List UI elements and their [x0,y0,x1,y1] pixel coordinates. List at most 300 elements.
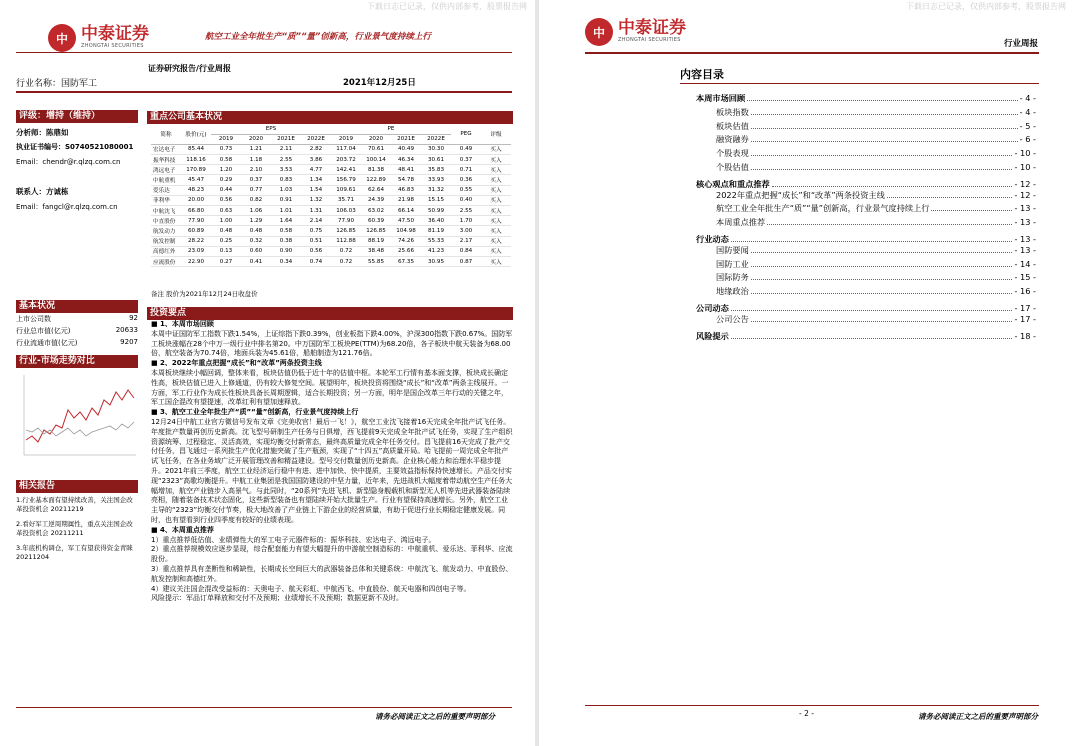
table-cell: 0.37 [451,155,481,165]
table-row [151,195,511,205]
table-cell: 买入 [481,144,511,154]
table-cell: 35.83 [421,165,451,175]
toc-entry[interactable] [696,216,1036,228]
toc-entry[interactable] [696,106,1036,118]
basic-status-row [16,326,138,336]
rating-header: 评级：增持（维持） [16,110,138,123]
table-cell: 菲利华 [151,195,181,205]
toc-entry[interactable] [696,189,1036,201]
trend-chart [16,370,140,470]
table-cell: 2.10 [241,165,271,175]
table-cell: 55.33 [421,236,451,246]
table-cell: 22.90 [181,256,211,266]
table-cell: 66.80 [181,206,211,216]
col-year: 2019 [211,134,241,144]
table-cell: 买入 [481,175,511,185]
table-cell: 中直股份 [151,216,181,226]
table-cell: 31.32 [421,185,451,195]
table-cell: 100.14 [361,155,391,165]
toc-page: - 17 - [1014,303,1036,313]
table-cell: 买入 [481,246,511,256]
toc-entry-title: 核心观点和重点推荐 [696,178,770,189]
table-cell: 62.64 [361,185,391,195]
related-report-item[interactable] [16,520,138,538]
toc-page: - 17 - [1014,313,1036,324]
col-pe: PE [331,124,451,134]
table-row [151,246,511,256]
toc-entry-title: 航空工业全年批生产“质”“量”创新高，行业景气度持续上行 [716,203,930,214]
col-year: 2020 [361,134,391,144]
toc-page: - 18 - [1014,330,1036,341]
col-peg: PEG [451,124,481,144]
table-cell: 鸿远电子 [151,165,181,175]
table-cell: 1.29 [241,216,271,226]
table-cell: 2.14 [301,216,331,226]
paragraph: 12月24日中航工业官方微信号发布文章《完美收官！最后一飞！》，航空工业沈飞接着16天完成全年批产试飞任务。年度批产数量再创历史新高。沈飞型号研制生产任务与日俱增，西飞提前9天完成全年批产试飞任务，实现了生产组织资源统筹、过程稳定、灵活高效，实现均衡交付新常态，最终高质量完成全年任务交付。昌飞提前16天完成了批产交付任务，昌飞通过一系列批生产优化措施突破了生产瓶颈，实现了“十四五”高质量开局。哈飞提前一周完成全年批产试飞任务，在各业务域广泛开展管理改善和精益建设。型号交付数量创历史新高。企业核心能力和治理水平稳步提升。2021年前三季度，航空工业经济运行稳中有进、进中加快、快中提质，主要效益指标保持快速增长。产品交付实现“2323”高歌均衡提升。中航工业集团是我国国防建设的中坚力量，近年来，先进战机大幅度着带动航空生产任务大幅增加，航空产业链步入高景气。与此同时，“20系列”先进飞机、新型隐身舰载机和新型无人机等先进武器装备陆续亮相，随着装备技术状态固化，这些新型装备也有望陆续开始大批量生产。行业有望保持高速增长。另外，航空工业主导的“2323”均衡交付节奏，极大地改善了产业链上下游企业的经营质量，有助于促进行业长期稳定健康发展。同时，也有望看到行业四季度有较好的业绩表现。 [151,417,513,524]
toc-entry[interactable] [696,147,1036,159]
table-cell: 77.90 [181,216,211,226]
table-cell: 0.38 [271,236,301,246]
paragraph: 风险提示：军品订单释放和交付不及预期；业绩增长不及预期；数据更新不及时。 [151,594,403,603]
table-cell: 24.39 [361,195,391,205]
toc-leader [751,271,1013,280]
table-cell: 30.30 [421,144,451,154]
table-cell: 应流股份 [151,256,181,266]
col-price: 股价(元) [181,124,211,144]
toc-entry[interactable] [696,161,1036,173]
table-cell: 0.63 [211,206,241,216]
table-cell: 48.23 [181,185,211,195]
toc-page: - 12 - [1014,189,1036,200]
table-cell: 1.70 [451,216,481,226]
toc-leader [751,147,1013,156]
table-cell: 0.25 [211,236,241,246]
table-cell: 0.90 [271,246,301,256]
table-cell: 15.15 [421,195,451,205]
table-row [151,226,511,236]
table-cell: 中航沈飞 [151,206,181,216]
table-cell: 81.38 [361,165,391,175]
table-cell: 63.02 [361,206,391,216]
toc-leader [751,133,1018,142]
section-heading: ■ 4、本周重点推荐 [151,525,214,534]
header-right: 行业周报 [1003,39,1038,49]
table-cell: 170.89 [181,165,211,175]
toc-page: - 13 - [1014,203,1036,214]
table-cell: 振华科技 [151,155,181,165]
toc-entry-title: 个股表现 [716,148,749,159]
footer-rule [585,705,1039,706]
table-cell: 109.61 [331,185,361,195]
related-title: 2.看好军工逆周期属性，重点关注国企改革投资机会 [16,520,133,537]
toc-entry-title: 板块指数 [716,106,749,117]
table-cell: 买入 [481,206,511,216]
analyst-cert: 执业证书编号：S0740521080001 [16,143,134,151]
table-cell: 0.48 [241,226,271,236]
table-cell: 0.37 [241,175,271,185]
table-cell: 126.85 [331,226,361,236]
toc-entry[interactable] [696,202,1036,214]
table-cell: 1.06 [241,206,271,216]
company-logo [585,18,686,46]
toc-leader [751,244,1013,253]
toc-leader [751,161,1013,170]
contact-email[interactable]: Email：fangcl@r.qlzq.com.cn [16,203,118,211]
toc-entry-title: 风险提示 [696,330,729,341]
table-cell: 宏达电子 [151,144,181,154]
table-cell: 0.91 [271,195,301,205]
table-cell: 118.16 [181,155,211,165]
table-cell: 0.56 [211,195,241,205]
paragraph: 4）建议关注国企混改受益标的：天奥电子、航天彩虹、中航西飞、中直股份、航天电器和四创电子等。 [151,584,471,593]
table-row [151,144,511,154]
table-cell: 0.40 [451,195,481,205]
table-cell: 0.77 [241,185,271,195]
table-row [151,216,511,226]
toc-entry[interactable] [696,285,1036,297]
contact-name: 联系人：方诚栋 [16,187,69,196]
toc-page: - 16 - [1014,286,1036,297]
header-rule [16,52,512,53]
report-date: 2021年12月25日 [343,78,416,88]
table-row [151,165,511,175]
table-cell: 0.71 [451,165,481,175]
table-cell: 0.73 [211,144,241,154]
table-cell: 28.22 [181,236,211,246]
toc-entry[interactable] [696,133,1036,145]
toc-entry[interactable] [696,313,1036,325]
table-cell: 买入 [481,216,511,226]
col-rating: 评级 [481,124,511,144]
table-cell: 1.20 [211,165,241,175]
table-cell: 0.58 [271,226,301,236]
table-cell: 2.17 [451,236,481,246]
col-year: 2022E [421,134,451,144]
related-report-item[interactable] [16,496,138,514]
toc-entry-title: 行业动态 [696,234,729,244]
table-cell: 2.55 [271,155,301,165]
table-cell: 0.34 [271,256,301,266]
toc-entry-title: 国际防务 [716,272,749,283]
table-cell: 买入 [481,256,511,266]
related-title: 1.行业基本面有望持续改善，关注国企改革投资机会 [16,496,133,513]
table-cell: 81.19 [421,226,451,236]
toc-leader [751,106,1018,115]
company-logo [48,24,149,52]
toc-entry-title: 国防要闻 [716,244,749,255]
table-cell: 买入 [481,226,511,236]
table-cell: 104.98 [391,226,421,236]
header-rule-thick [16,91,512,93]
paragraph: 2）重点推荐规模效应逐步显现，综合配套能力有望大幅提升的中游航空制造标的：中航重机、爱乐达、菲利华、应流股份。 [151,545,513,564]
watermark: 下载日志已记录，仅供内部参考，股票报告网 [367,2,527,11]
toc-entry[interactable] [696,120,1036,132]
table-row [151,206,511,216]
table-cell: 50.99 [421,206,451,216]
table-cell: 买入 [481,165,511,175]
table-cell: 高德红外 [151,246,181,256]
basic-status-row [16,314,138,324]
table-cell: 航发动力 [151,226,181,236]
toc-entry-title: 国防工业 [716,258,749,269]
section-heading: ■ 2、2022年重点把握“成长”和“改革”两条投资主线 [151,359,322,368]
report-title: 航空工业全年批生产“质”“量”创新高，行业景气度持续上行 [205,32,431,42]
trend-header: 行业-市场走势对比 [16,355,138,368]
toc-rule [680,83,1039,84]
basic-status-header: 基本状况 [16,300,138,313]
summary-header: 投资要点 [147,307,513,320]
table-cell: 112.88 [331,236,361,246]
toc-leader [731,330,1013,339]
table-cell: 30.61 [421,155,451,165]
toc-entry-title: 公司动态 [696,303,729,313]
table-cell: 60.39 [361,216,391,226]
table-cell: 0.51 [301,236,331,246]
toc-leader [751,285,1013,294]
table-cell: 0.87 [451,256,481,266]
toc-page: - 15 - [1014,272,1036,283]
paragraph: 本周板块继续小幅回调，整体来看，板块估值仍低于近十年的估值中枢。本轮军工行情有基本面支撑，板块成长确定性高，板块估值已进入上修通道，仍有较大修复空间。展望明年，板块投资将围绕“成长”和“改革”两条主线展开。一方面，军工行业作为成长性板块具备长周期逻辑，适合长期投资；另一方面，明年是国企改革三年行动的关键之年，军工国企混改有望提速，改革红利有望加速释放。 [151,368,509,407]
report-page-2 [539,0,1074,746]
report-type: 证券研究报告/行业周报 [148,64,231,73]
table-cell: 142.41 [331,165,361,175]
toc-title: 内容目录 [680,68,724,81]
toc-page: - 12 - [1014,178,1036,189]
logo-cn: 中泰证券 [618,18,686,38]
table-row [151,155,511,165]
table-cell: 47.50 [391,216,421,226]
related-date: 20211204 [16,553,50,561]
watermark: 下载日志已记录，仅供内部参考，股票报告网 [906,2,1066,11]
table-cell: 0.84 [451,246,481,256]
toc-entry[interactable] [696,271,1036,283]
toc-leader [751,313,1013,322]
related-date: 20211219 [50,505,84,513]
col-year: 2021E [391,134,421,144]
related-report-item[interactable] [16,544,138,562]
table-cell: 48.41 [391,165,421,175]
analyst-email[interactable]: Email：chendr@r.qlzq.com.cn [16,158,121,166]
section-heading: ■ 1、本周市场回顾 [151,320,214,328]
table-cell: 23.09 [181,246,211,256]
table-cell: 60.89 [181,226,211,236]
toc-entry-title: 个股估值 [716,162,749,172]
table-cell: 2.55 [451,206,481,216]
toc-page: - 6 - [1019,134,1036,145]
table-cell: 4.77 [301,165,331,175]
toc-leader [931,202,1012,211]
toc-page: - 5 - [1019,120,1036,131]
table-cell: 0.55 [451,185,481,195]
table-cell: 0.83 [271,175,301,185]
table-cell: 0.13 [211,246,241,256]
table-cell: 0.27 [211,256,241,266]
toc-entry-title: 本周重点推荐 [716,217,766,228]
basic-key: 行业总市值(亿元) [16,327,71,335]
logo-en: ZHONGTAI SECURITIES [618,37,681,43]
table-cell: 0.49 [451,144,481,154]
table-note: 备注 股价为2021年12月24日收盘价 [151,290,258,298]
toc-entry[interactable] [696,244,1036,256]
table-cell: 航发控制 [151,236,181,246]
table-cell: 2.11 [271,144,301,154]
table-cell: 1.32 [301,195,331,205]
toc-page: - 13 - [1014,244,1036,255]
table-row [151,236,511,246]
toc-page: - 10 - [1014,148,1036,159]
col-name: 简称 [151,124,181,144]
logo-cn: 中泰证券 [81,24,149,44]
table-cell: 85.44 [181,144,211,154]
related-header: 相关报告 [16,480,138,493]
toc-entry[interactable] [696,258,1036,270]
logo-en: ZHONGTAI SECURITIES [81,43,144,49]
basic-value: 20633 [115,326,138,334]
toc-leader [731,302,1013,311]
col-year: 2019 [331,134,361,144]
toc-page: - 10 - [1014,162,1036,172]
table-cell: 20.00 [181,195,211,205]
toc-page: - 13 - [1014,234,1036,244]
company-table [151,124,511,267]
table-row [151,256,511,266]
table-cell: 25.66 [391,246,421,256]
toc-entry-title: 地缘政治 [716,286,749,297]
table-cell: 1.00 [211,216,241,226]
toc-entry-title: 本周市场回顾 [696,93,746,103]
table-cell: 126.85 [361,226,391,236]
table-cell: 0.56 [301,246,331,256]
table-cell: 0.58 [211,155,241,165]
toc-leader [751,120,1018,129]
paragraph: 3）重点推荐具有垄断性和稀缺性，长期成长空间巨大的武器装备总体和关键系统：中航沈飞、航发动力、中直股份、航发控制和高德红外。 [151,564,513,583]
table-cell: 70.61 [361,144,391,154]
table-cell: 156.79 [331,175,361,185]
table-cell: 35.71 [331,195,361,205]
table-cell: 40.49 [391,144,421,154]
col-year: 2020 [241,134,271,144]
table-cell: 117.04 [331,144,361,154]
toc-leader [767,216,1012,225]
table-cell: 0.60 [241,246,271,256]
footer-disclaimer: 请务必阅读正文之后的重要声明部分 [918,712,1038,721]
table-cell: 买入 [481,155,511,165]
table-cell: 41.23 [421,246,451,256]
logo-mark-icon: 中 [585,18,613,46]
paragraph: 1）重点推荐低估值、业绩弹性大的军工电子元器件标的：振华科技、宏达电子、鸿远电子。 [151,535,436,544]
table-cell: 0.74 [301,256,331,266]
table-cell: 0.32 [241,236,271,246]
footer-rule [16,707,512,708]
table-cell: 0.48 [211,226,241,236]
table-cell: 1.64 [271,216,301,226]
toc-leader [747,92,1018,101]
toc-leader [731,233,1013,242]
table-cell: 爱乐达 [151,185,181,195]
basic-value: 92 [129,314,138,322]
table-cell: 买入 [481,185,511,195]
table-cell: 45.47 [181,175,211,185]
col-year: 2022E [301,134,331,144]
table-cell: 中航重机 [151,175,181,185]
toc-entry[interactable] [696,92,1036,104]
summary-body [151,320,513,604]
toc-leader [887,189,1013,198]
table-cell: 买入 [481,195,511,205]
table-cell: 21.98 [391,195,421,205]
table-cell: 46.83 [391,185,421,195]
table-cell: 33.93 [421,175,451,185]
toc-page: - 4 - [1019,93,1036,103]
page-number: - 2 - [799,709,814,718]
basic-value: 9207 [120,338,138,346]
table-cell: 0.29 [211,175,241,185]
toc-page: - 4 - [1019,106,1036,117]
table-row [151,185,511,195]
table-cell: 46.34 [391,155,421,165]
table-cell: 1.31 [301,206,331,216]
table-cell: 3.00 [451,226,481,236]
table-cell: 2.82 [301,144,331,154]
table-cell: 1.03 [271,185,301,195]
table-cell: 1.34 [301,175,331,185]
toc-leader [772,178,1013,187]
table-cell: 0.44 [211,185,241,195]
section-heading: ■ 3、航空工业全年批生产“质”“量”创新高，行业景气度持续上行 [151,408,359,417]
table-cell: 88.19 [361,236,391,246]
table-cell: 66.14 [391,206,421,216]
analyst-name: 分析师：陈鼎如 [16,128,69,137]
paragraph: 本周中证国防军工指数下跌1.54%，上证综指下跌0.39%，创业板指下跌4.00%，沪深300指数下跌0.67%。国防军工板块涨幅在28个中万一级行业中排名第20。中万国防军工板块PE(TTM)为68.20倍，各子板块中航天装备为68.00倍，航空装备为70.74倍，地面兵装为45.61倍，船舶制造为121.76倍。 [151,329,513,358]
related-date: 20211211 [50,529,84,537]
table-cell: 0.36 [451,175,481,185]
logo-mark-icon: 中 [48,24,76,52]
table-cell: 67.35 [391,256,421,266]
table-cell: 36.40 [421,216,451,226]
basic-key: 行业流通市值(亿元) [16,339,78,347]
table-cell: 0.41 [241,256,271,266]
table-cell: 74.26 [391,236,421,246]
table-cell: 38.48 [361,246,391,256]
report-page-1 [0,0,535,746]
table-row [151,175,511,185]
table-cell: 55.85 [361,256,391,266]
footer-disclaimer: 请务必阅读正文之后的重要声明部分 [375,712,495,721]
table-cell: 1.18 [241,155,271,165]
table-cell: 3.86 [301,155,331,165]
toc-entry-title: 板块估值 [716,120,749,131]
industry-label: 行业名称：国防军工 [16,79,98,89]
col-eps: EPS [211,124,331,134]
basic-status-row [16,338,138,348]
table-cell: 77.90 [331,216,361,226]
table-cell: 122.89 [361,175,391,185]
table-cell: 30.95 [421,256,451,266]
table-cell: 1.21 [241,144,271,154]
table-cell: 0.75 [301,226,331,236]
toc-entry-title: 2022年重点把握“成长”和“改革”两条投资主线 [716,189,885,200]
toc-entry[interactable] [696,330,1036,342]
toc-page: - 14 - [1014,258,1036,269]
table-cell: 买入 [481,236,511,246]
table-cell: 54.78 [391,175,421,185]
table-cell: 0.72 [331,246,361,256]
table-cell: 106.03 [331,206,361,216]
toc-page: - 13 - [1014,217,1036,228]
table-cell: 3.53 [271,165,301,175]
toc-entry-title: 融资融券 [716,134,749,145]
col-year: 2021E [271,134,301,144]
